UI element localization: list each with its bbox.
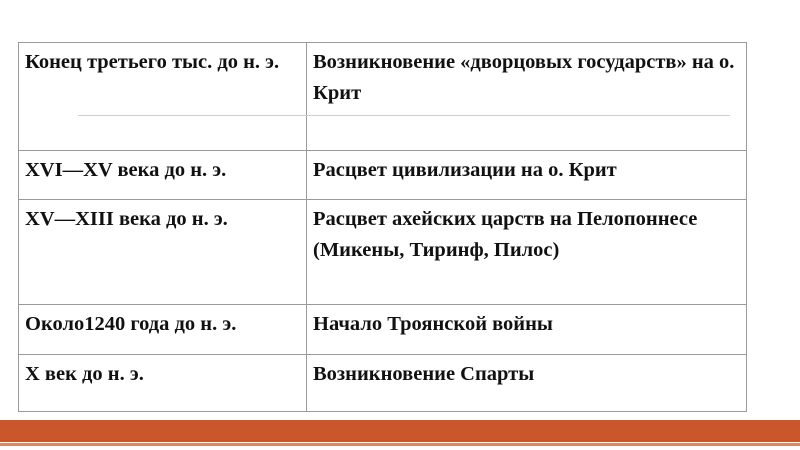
event-cell: Возникновение Спарты: [307, 355, 747, 412]
event-cell: Расцвет цивилизации на о. Крит: [307, 151, 747, 200]
table-row: [19, 355, 747, 412]
event-cell: Начало Троянской войны: [307, 305, 747, 355]
table-row: [19, 151, 747, 200]
date-cell: Около1240 года до н. э.: [19, 305, 307, 355]
table-row: [19, 200, 747, 305]
event-cell: Возникновение «дворцовых государств» на о. Крит: [307, 43, 747, 151]
event-cell: Расцвет ахейских царств на Пелопоннесе (Микены, Тиринф, Пилос): [307, 200, 747, 305]
inner-divider-line: [78, 115, 730, 116]
date-cell: XVI—XV века до н. э.: [19, 151, 307, 200]
history-timeline-table: [18, 42, 747, 412]
table-row: [19, 305, 747, 355]
footer-accent-bar: [0, 420, 800, 442]
table-row: [19, 43, 747, 151]
date-cell: X век до н. э.: [19, 355, 307, 412]
date-cell: XV—XIII века до н. э.: [19, 200, 307, 305]
date-cell: Конец третьего тыс. до н. э.: [19, 43, 307, 151]
footer-accent-line: [0, 443, 800, 446]
